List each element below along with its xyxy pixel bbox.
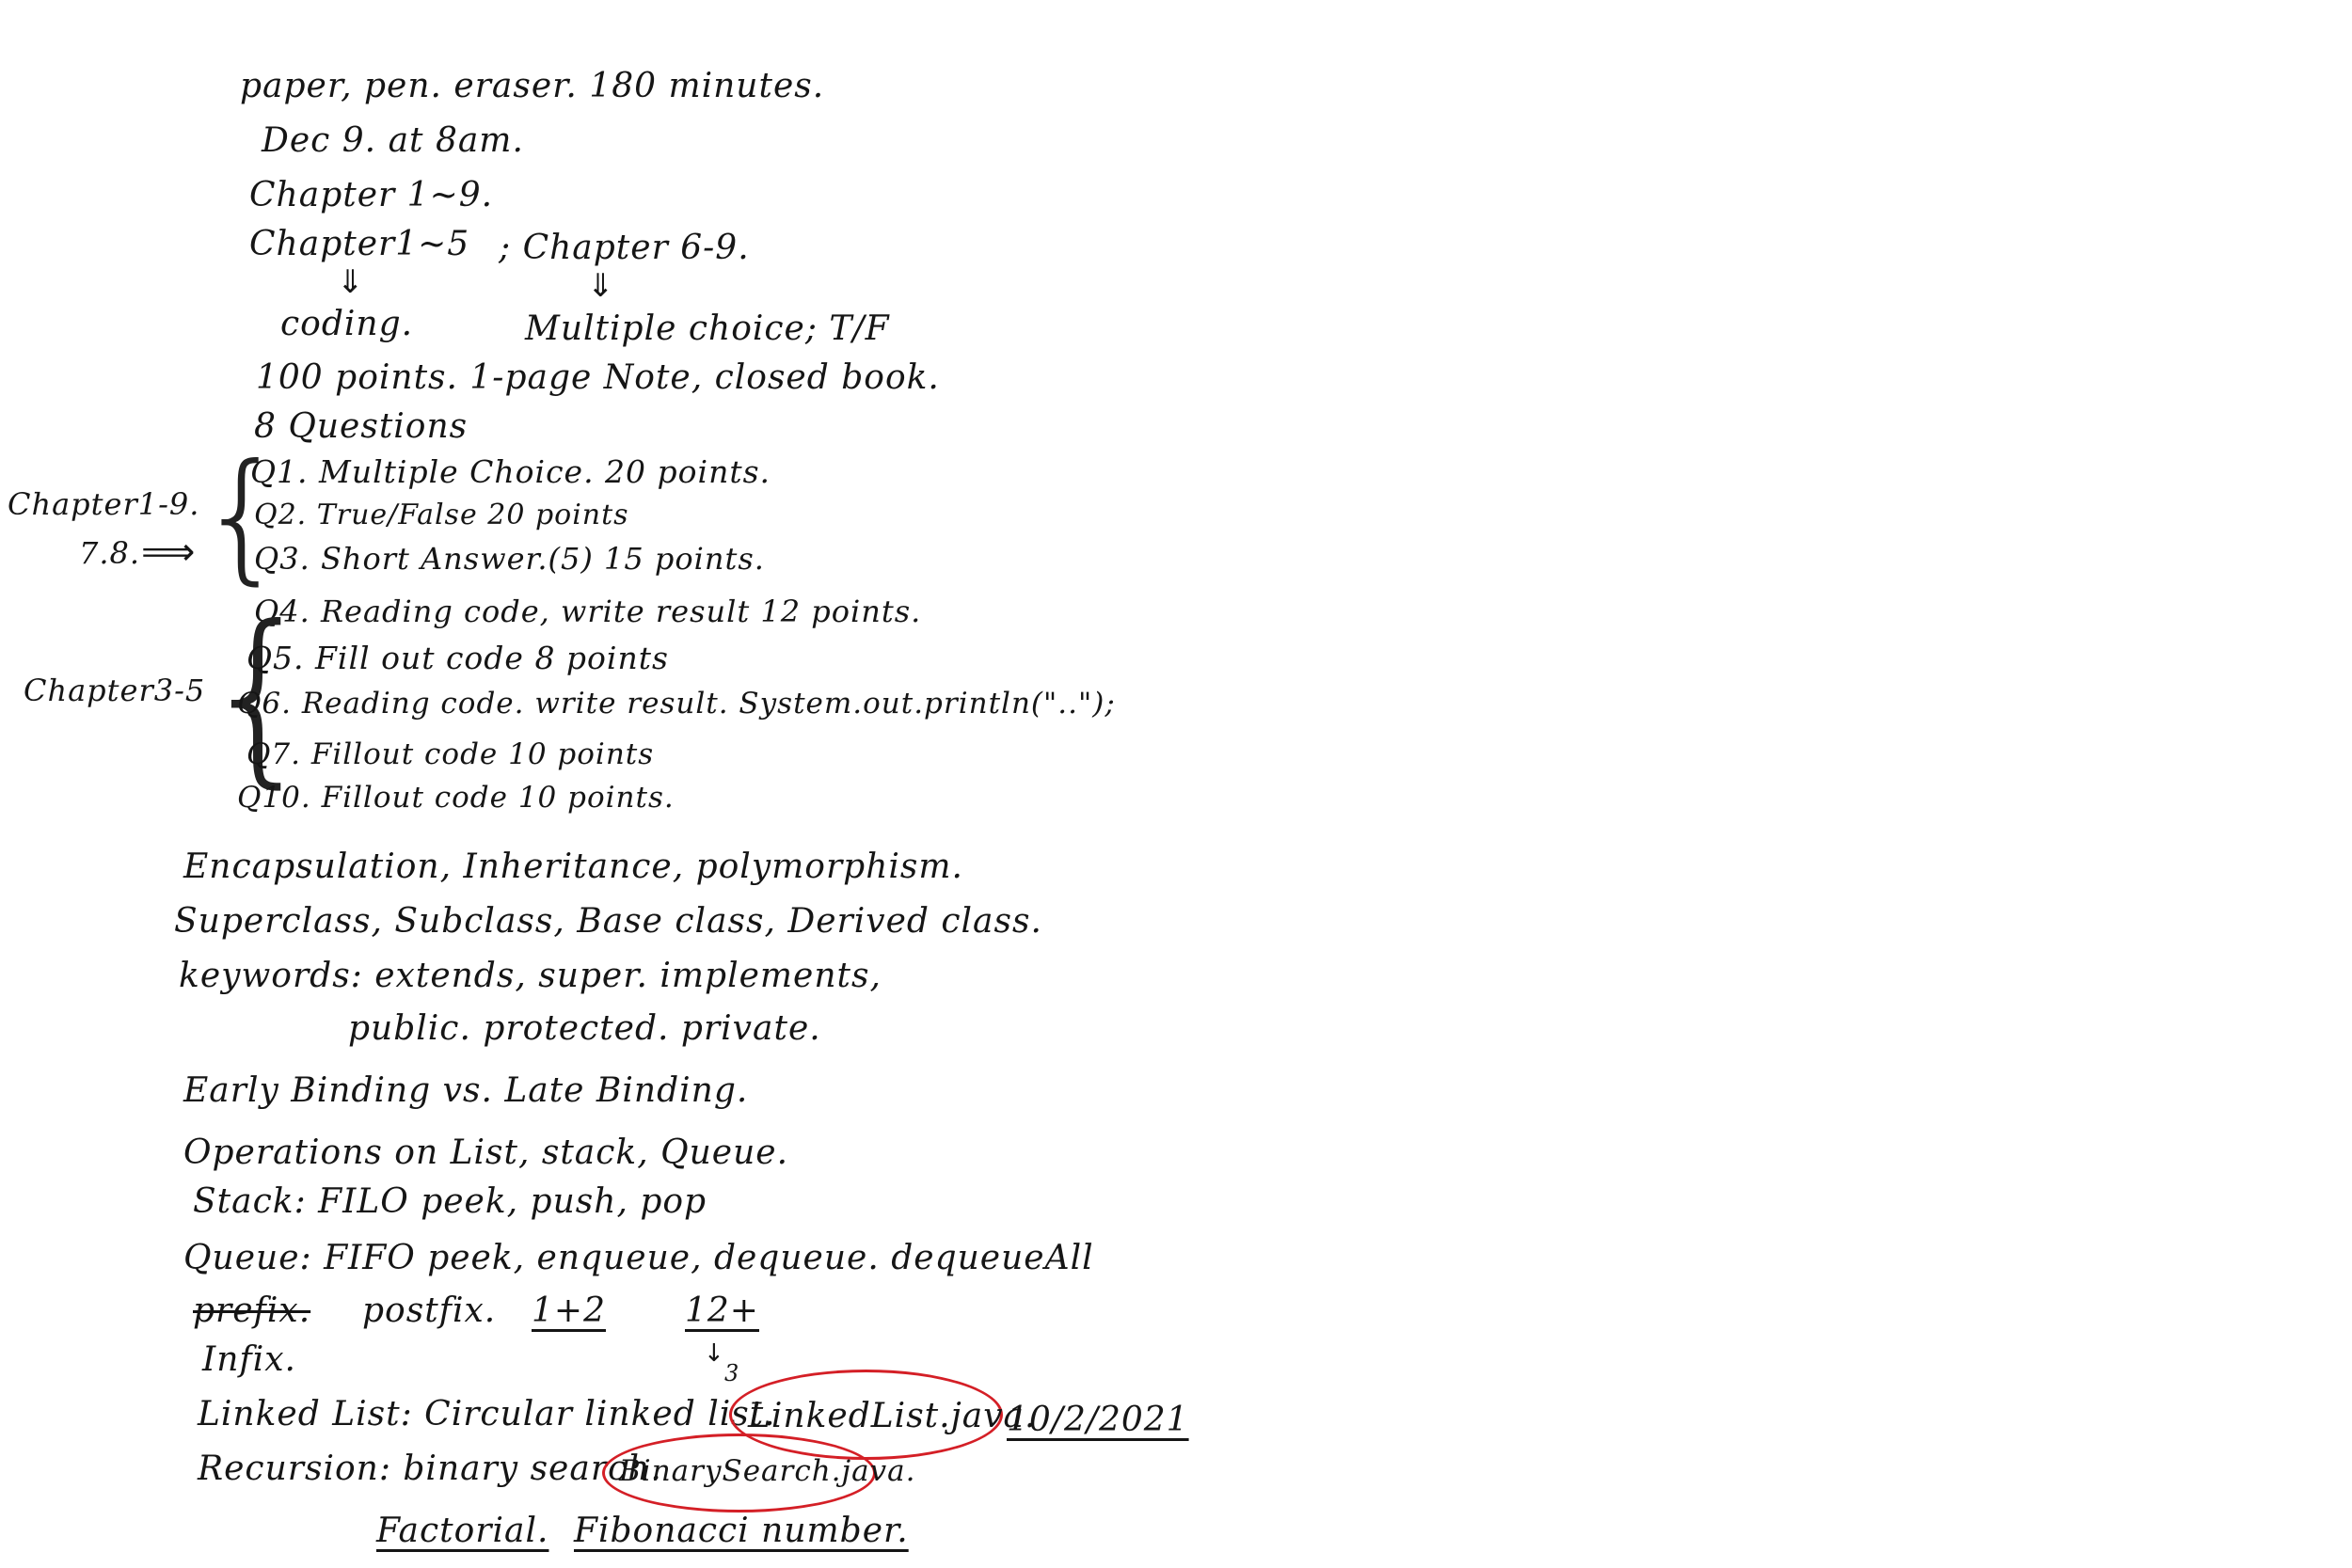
line-coding: coding. bbox=[280, 305, 414, 343]
right-arrow-icon: ⟹ bbox=[141, 531, 196, 574]
date-annotation: 10/2/2021 bbox=[1007, 1401, 1189, 1439]
line-exam-materials: paper, pen. eraser. 180 minutes. bbox=[240, 67, 825, 105]
line-question-count: 8 Questions bbox=[254, 407, 469, 446]
question-5: Q5. Fill out code 8 points bbox=[246, 640, 669, 676]
down-arrow-icon: ⇓ bbox=[587, 267, 614, 305]
expression-result: 3 bbox=[724, 1360, 740, 1386]
topic-class-terms: Superclass, Subclass, Base class, Derived class. bbox=[174, 902, 1042, 941]
question-7: Q7. Fillout code 10 points bbox=[246, 737, 655, 771]
question-1: Q1. Multiple Choice. 20 points. bbox=[250, 453, 771, 490]
down-arrow-icon: ↓ bbox=[704, 1339, 724, 1368]
left-brace-icon: { bbox=[198, 435, 288, 598]
fibonacci-label: Fibonacci number. bbox=[574, 1512, 909, 1550]
question-6: Q6. Reading code. write result. System.out.println(".."); bbox=[237, 687, 1116, 721]
topic-fibonacci bbox=[574, 1511, 909, 1552]
side-label-sections: 7.8. bbox=[79, 535, 141, 571]
expression-postfix: 12+ bbox=[685, 1291, 759, 1330]
topic-stack: Stack: FILO peek, push, pop bbox=[193, 1182, 707, 1221]
line-exam-chapters: Chapter 1~9. bbox=[249, 176, 494, 214]
topic-factorial: Factorial. bbox=[376, 1512, 549, 1550]
topic-recursion: Recursion: binary search. bbox=[198, 1449, 662, 1488]
topic-operations: Operations on List, stack, Queue. bbox=[183, 1133, 789, 1172]
line-chapter-split-b: ; Chapter 6-9. bbox=[499, 229, 750, 267]
left-brace-icon: { bbox=[199, 586, 320, 805]
topic-oop-pillars: Encapsulation, Inheritance, polymorphism. bbox=[183, 847, 963, 886]
line-multiple-choice: Multiple choice; T/F bbox=[525, 309, 890, 348]
line-exam-date: Dec 9. at 8am. bbox=[262, 121, 524, 160]
line-points-note: 100 points. 1-page Note, closed book. bbox=[256, 358, 940, 397]
line-chapter-split-a: Chapter1~5 bbox=[249, 225, 470, 263]
down-arrow-icon: ⇓ bbox=[337, 263, 364, 301]
file-binary-search: BinarySearch.java. bbox=[619, 1454, 916, 1488]
side-label-chapters: Chapter1-9. bbox=[8, 486, 200, 522]
question-3: Q3. Short Answer.(5) 15 points. bbox=[254, 541, 765, 577]
question-2: Q2. True/False 20 points bbox=[254, 499, 629, 531]
question-10: Q10. Fillout code 10 points. bbox=[237, 781, 675, 815]
topic-access-modifiers: public. protected. private. bbox=[348, 1009, 821, 1048]
topic-infix: Infix. bbox=[202, 1340, 296, 1379]
topic-postfix: postfix. bbox=[362, 1291, 497, 1330]
topic-keywords: keywords: extends, super. implements, bbox=[179, 957, 882, 995]
topic-linked-list: Linked List: Circular linked list. bbox=[198, 1395, 776, 1433]
topic-binding: Early Binding vs. Late Binding. bbox=[183, 1071, 749, 1110]
file-linked-list: LinkedList.java. bbox=[748, 1397, 1037, 1435]
topic-prefix-struck: prefix. bbox=[193, 1291, 311, 1330]
question-4: Q4. Reading code, write result 12 points. bbox=[254, 594, 922, 629]
side-label-chapters-3-5: Chapter3-5 bbox=[24, 673, 206, 708]
topic-queue: Queue: FIFO peek, enqueue, dequeue. dequeueAll bbox=[183, 1239, 1094, 1277]
expression-infix: 1+2 bbox=[532, 1291, 606, 1330]
